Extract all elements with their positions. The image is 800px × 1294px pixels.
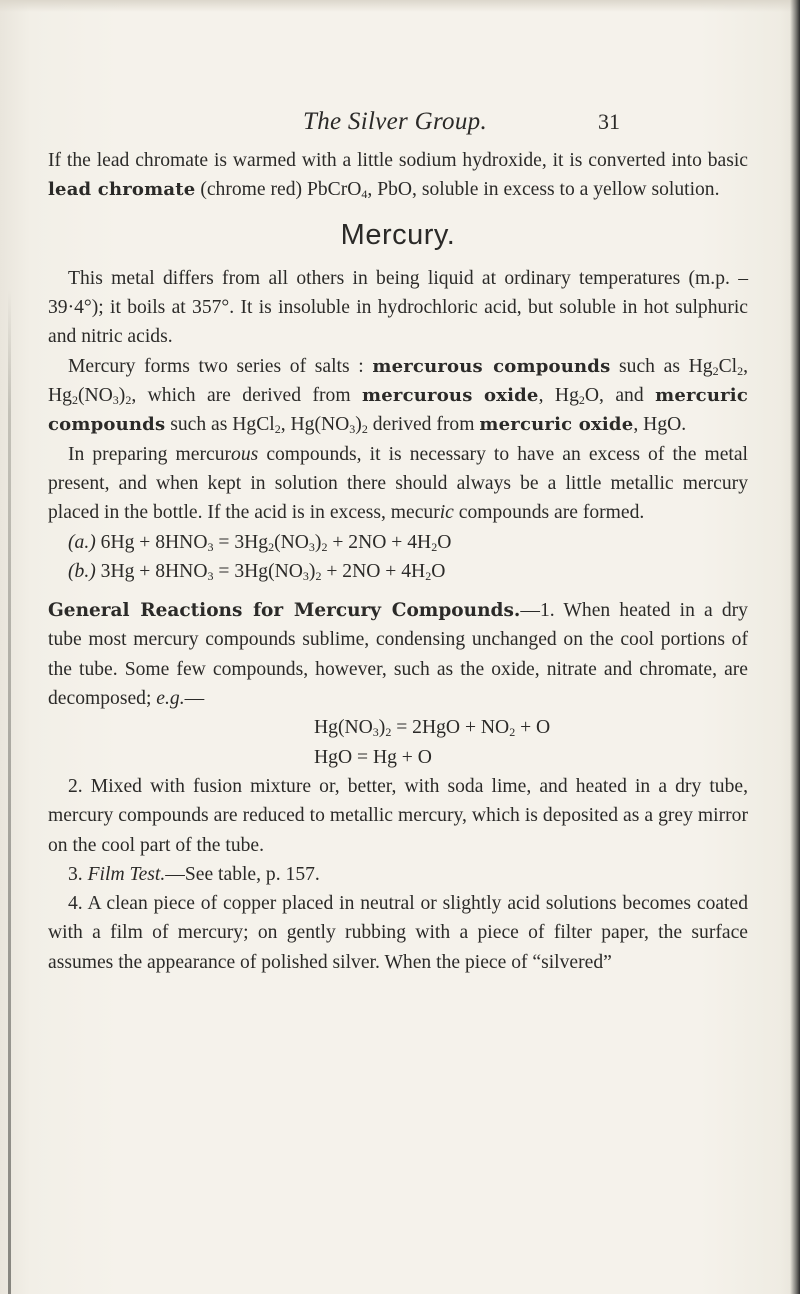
spacer [48,586,748,596]
top-shadow [0,0,800,12]
page-body [48,146,748,977]
paragraph-salts: Mercury forms two series of salts : mercurous compounds such as $Hg_2Cl_2$, $Hg_2(NO_3)_2$, which are derived from mercurous oxide, $Hg_2O$, and mercuric compounds such as HgCl$_2$, $Hg(NO_3)_2$ derived from mercuric oxide, HgO. [48,355,748,437]
section-heading-mercury: Mercury. [340,218,456,251]
general-reactions-title: General Reactions for Mercury Compounds. [48,600,521,622]
equation-a: (a.) $6Hg + 8HNO_3 = 3Hg_2(NO_3)_2 + 2NO + 4H_2O$ [68,531,452,554]
page-number: 31 [598,109,620,134]
paragraph-general-reactions: General Reactions for Mercury Compounds.—1. When heated in a dry tube most mercury compounds sublime, condensing unchanged on the cool portions of the tube. Some few compounds, however, such as the oxide, nitrate and chromate, are decomposed; e.g.— [48,600,748,710]
equation-oxide-decomposition: HgO = Hg + O [314,746,432,768]
page-edge [790,0,800,1294]
paragraph-item-3: 3. Film Test.—See table, p. 157. [68,863,320,885]
intro-paragraph: If the lead chromate is warmed with a little sodium hydroxide, it is converted into basic lead chromate (chrome red) PbCrO$_4$, PbO, soluble in excess to a yellow solution. [48,150,748,202]
paragraph-item-2: 2. Mixed with fusion mixture or, better, with soda lime, and heated in a dry tube, mercury compounds are reduced to metallic mercury, which is deposited as a grey mirror on the cool part of the tube. [48,775,748,856]
binding-shadow [8,290,11,1294]
running-title: The Silver Group. [302,108,488,135]
paragraph-properties: This metal differs from all others in being liquid at ordinary temperatures (m.p. – 39·4°); it boils at 357°. It is insoluble in hydrochloric acid, but soluble in hot sulphuric and nitric acids. [48,267,748,348]
paragraph-preparation: In preparing mercurous compounds, it is necessary to have an excess of the metal present, and when kept in solution there should always be a little metallic mercury placed in the bottle. If the acid is in excess, mecuric compounds are formed. [48,443,748,524]
paragraph-item-4: 4. A clean piece of copper placed in neutral or slightly acid solutions becomes coated with a film of mercury; on gently rubbing with a piece of filter paper, the surface assumes the appearance of polished silver. When the piece of “silvered” [48,893,748,973]
equation-b: (b.) $3Hg + 8HNO_3 = 3Hg(NO_3)_2 + 2NO + 4H_2O$ [68,560,446,583]
equation-nitrate-decomposition: $Hg(NO_3)_2 = 2HgO + NO_2 + O$ [314,717,551,740]
